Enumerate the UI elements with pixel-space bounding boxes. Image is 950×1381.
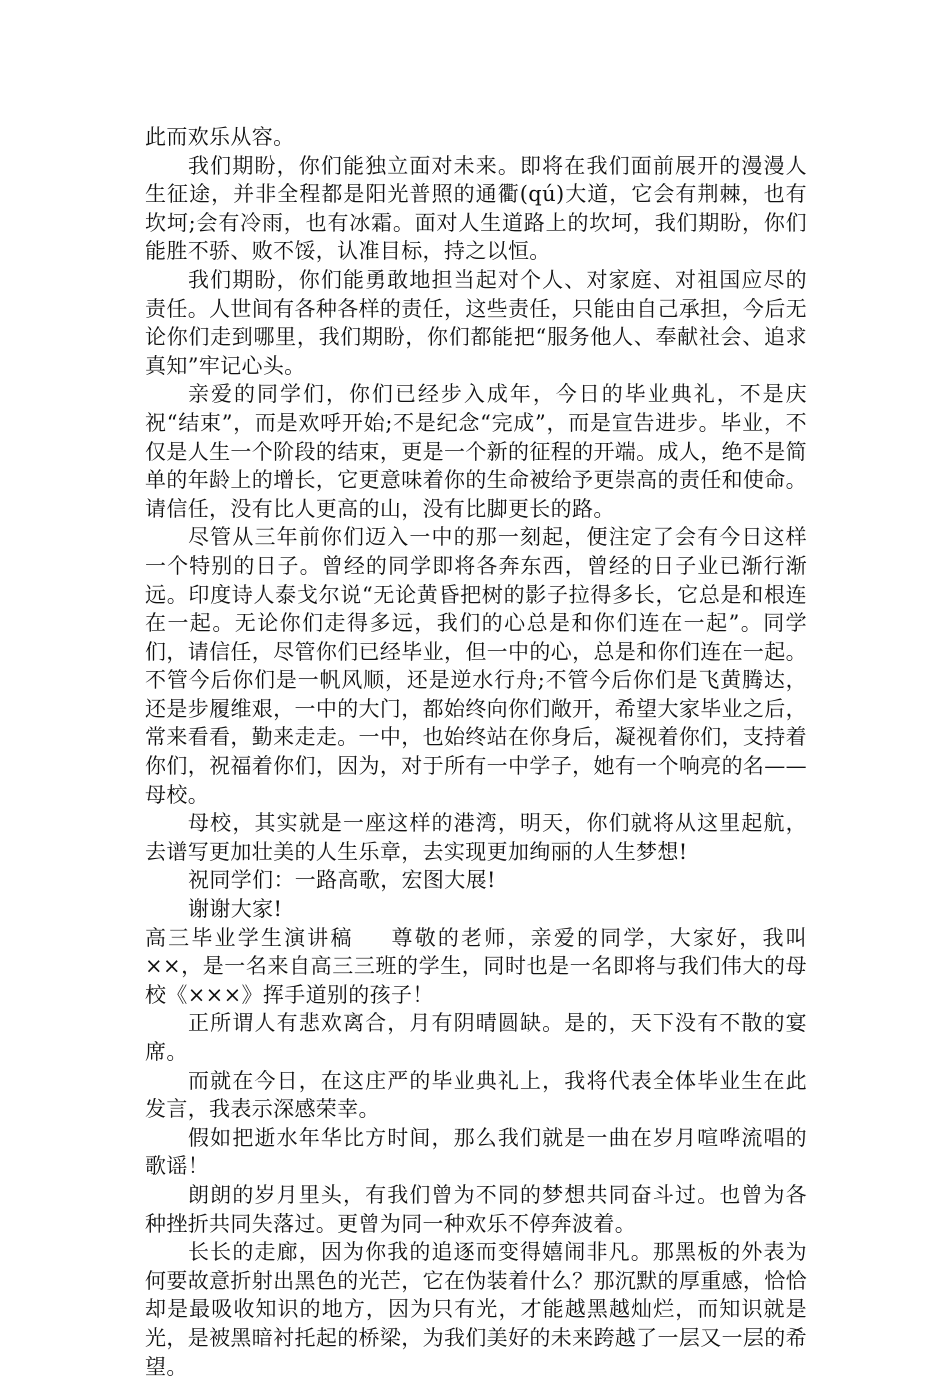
- paragraph: 我们期盼，你们能独立面对未来。即将在我们面前展开的漫漫人生征途，并非全程都是阳光普照的通衢(qú)大道，它会有荆棘，也有坎坷;会有冷雨，也有冰霜。面对人生道路上的坎坷，我们期盼，你们能胜不骄、败不馁，认准目标，持之以恒。: [145, 153, 807, 264]
- paragraph: 而就在今日，在这庄严的毕业典礼上，我将代表全体毕业生在此发言，我表示深感荣幸。: [145, 1068, 807, 1122]
- paragraph: 朗朗的岁月里头，有我们曾为不同的梦想共同奋斗过。也曾为各种挫折共同失落过。更曾为同一种欢乐不停奔波着。: [145, 1182, 807, 1236]
- paragraph: 尽管从三年前你们迈入一中的那一刻起，便注定了会有今日这样一个特别的日子。曾经的同学即将各奔东西，曾经的日子业已渐行渐远。印度诗人泰戈尔说“无论黄昏把树的影子拉得多长，它总是和根连在一起。无论你们走得多远，我们的心总是和你们连在一起”。同学们，请信任，尽管你们已经毕业，但一中的心，总是和你们连在一起。不管今后你们是一帆风顺，还是逆水行舟;不管今后你们是飞黄腾达，还是步履维艰，一中的大门，都始终向你们敞开，希望大家毕业之后，常来看看，勤来走走。一中，也始终站在你身后，凝视着你们，支持着你们，祝福着你们，因为，对于所有一中学子，她有一个响亮的名——母校。: [145, 525, 807, 807]
- document-body: [145, 123, 807, 1381]
- paragraph: 我们期盼，你们能勇敢地担当起对个人、对家庭、对祖国应尽的责任。人世间有各种各样的责任，这些责任，只能由自己承担，今后无论你们走到哪里，我们期盼，你们都能把“服务他人、奉献社会、追求真知”牢记心头。: [145, 267, 807, 378]
- paragraph: 母校，其实就是一座这样的港湾，明天，你们就将从这里起航，去谱写更加壮美的人生乐章，去实现更加绚丽的人生梦想!: [145, 811, 807, 864]
- paragraph: 假如把逝水年华比方时间，那么我们就是一曲在岁月喧哗流唱的歌谣！: [145, 1125, 807, 1179]
- paragraph: 长长的走廊，因为你我的追逐而变得嬉闹非凡。那黑板的外表为何要故意折射出黑色的光芒，它在伪装着什么？那沉默的厚重感，恰恰却是最吸收知识的地方，因为只有光，才能越黑越灿烂，而知识就是光，是被黑暗衬托起的桥梁，为我们美好的未来跨越了一层又一层的希望。: [145, 1240, 807, 1379]
- paragraph: 祝同学们：一路高歌，宏图大展!: [188, 868, 496, 893]
- speech-intro-paragraph: [145, 924, 807, 1010]
- paragraph: 谢谢大家!: [188, 897, 283, 922]
- paragraph: 亲爱的同学们，你们已经步入成年，今日的毕业典礼，不是庆祝“结束”，而是欢呼开始;不是纪念“完成”，而是宣告进步。毕业，不仅是人生一个阶段的结束，更是一个新的征程的开端。成人，绝不是简单的年龄上的增长，它更意味着你的生命被给予更崇高的责任和使命。请信任，没有比人更高的山，没有比脚更长的路。: [145, 382, 807, 521]
- speech-opening: 尊敬的老师，亲爱的同学，大家好，我叫××，是一名来自高三三班的学生，同时也是一名即将与我们伟大的母校《×××》挥手道别的孩子！: [145, 925, 807, 1007]
- paragraph: 此而欢乐从容。: [145, 125, 295, 149]
- paragraph: 正所谓人有悲欢离合，月有阴晴圆缺。是的，天下没有不散的宴席。: [145, 1011, 807, 1064]
- speech-title: 高三毕业学生演讲稿: [145, 925, 354, 950]
